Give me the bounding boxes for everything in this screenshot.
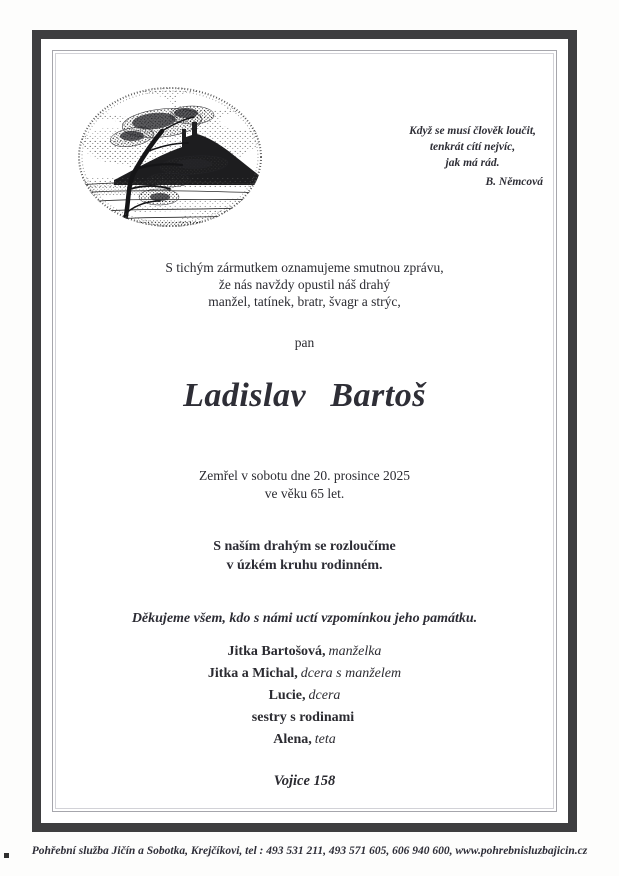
scan-artifact <box>4 853 9 858</box>
mourner-row <box>32 663 577 685</box>
thanks-text: Děkujeme všem, kdo s námi uctí vzpomínkou jeho památku. <box>131 611 478 626</box>
mourner-name: Lucie, <box>268 688 306 703</box>
announcement-line: manžel, tatínek, bratr, švagr a strýc, <box>208 294 401 309</box>
mourners-list <box>32 641 577 751</box>
mourner-relation: dcera <box>308 688 341 703</box>
mourner-name: sestry s rodinami <box>251 710 355 725</box>
death-info <box>32 467 577 503</box>
announcement-line: S tichým zármutkem oznamujeme smutnou zprávu, <box>165 260 444 275</box>
mourner-name: Jitka a Michal, <box>207 666 298 681</box>
address: Vojice 158 <box>273 773 336 789</box>
announcement-line: že nás navždy opustil náš drahý <box>218 277 391 292</box>
deceased-name: Ladislav Bartoš <box>183 377 426 414</box>
death-info-line: Zemřel v sobotu dne 20. prosince 2025 <box>198 468 411 483</box>
mourner-name: Jitka Bartošová, <box>227 644 326 659</box>
mourner-row <box>32 729 577 751</box>
death-info-line: ve věku 65 let. <box>264 486 345 501</box>
mourner-relation: dcera s manželem <box>300 666 402 681</box>
mourner-relation: teta <box>314 732 336 747</box>
farewell-text <box>32 537 577 575</box>
funeral-service-footer: Pohřební služba Jičín a Sobotka, Krejčíkovi, tel : 493 531 211, 493 571 605, 606 940 600, www.pohrebnisluzbajicin.cz <box>31 845 588 857</box>
memorial-quote <box>400 123 545 190</box>
quote-line: Když se musí člověk loučit, <box>409 125 536 137</box>
quote-line: tenkrát cítí nejvíc, <box>429 141 516 153</box>
quote-line: jak má rád. <box>445 157 500 169</box>
salutation: pan <box>294 335 315 350</box>
mourner-row <box>32 641 577 663</box>
mourner-name: Alena, <box>273 732 312 747</box>
announcement-text <box>32 259 577 310</box>
mourner-row <box>32 707 577 729</box>
quote-author: B. Němcová <box>485 176 543 188</box>
farewell-line: S naším drahým se rozloučíme <box>213 539 396 554</box>
mourner-relation: manželka <box>328 644 382 659</box>
farewell-line: v úzkém kruhu rodinném. <box>226 558 383 573</box>
landscape-engraving-illustration <box>74 85 266 231</box>
mourner-row <box>32 685 577 707</box>
